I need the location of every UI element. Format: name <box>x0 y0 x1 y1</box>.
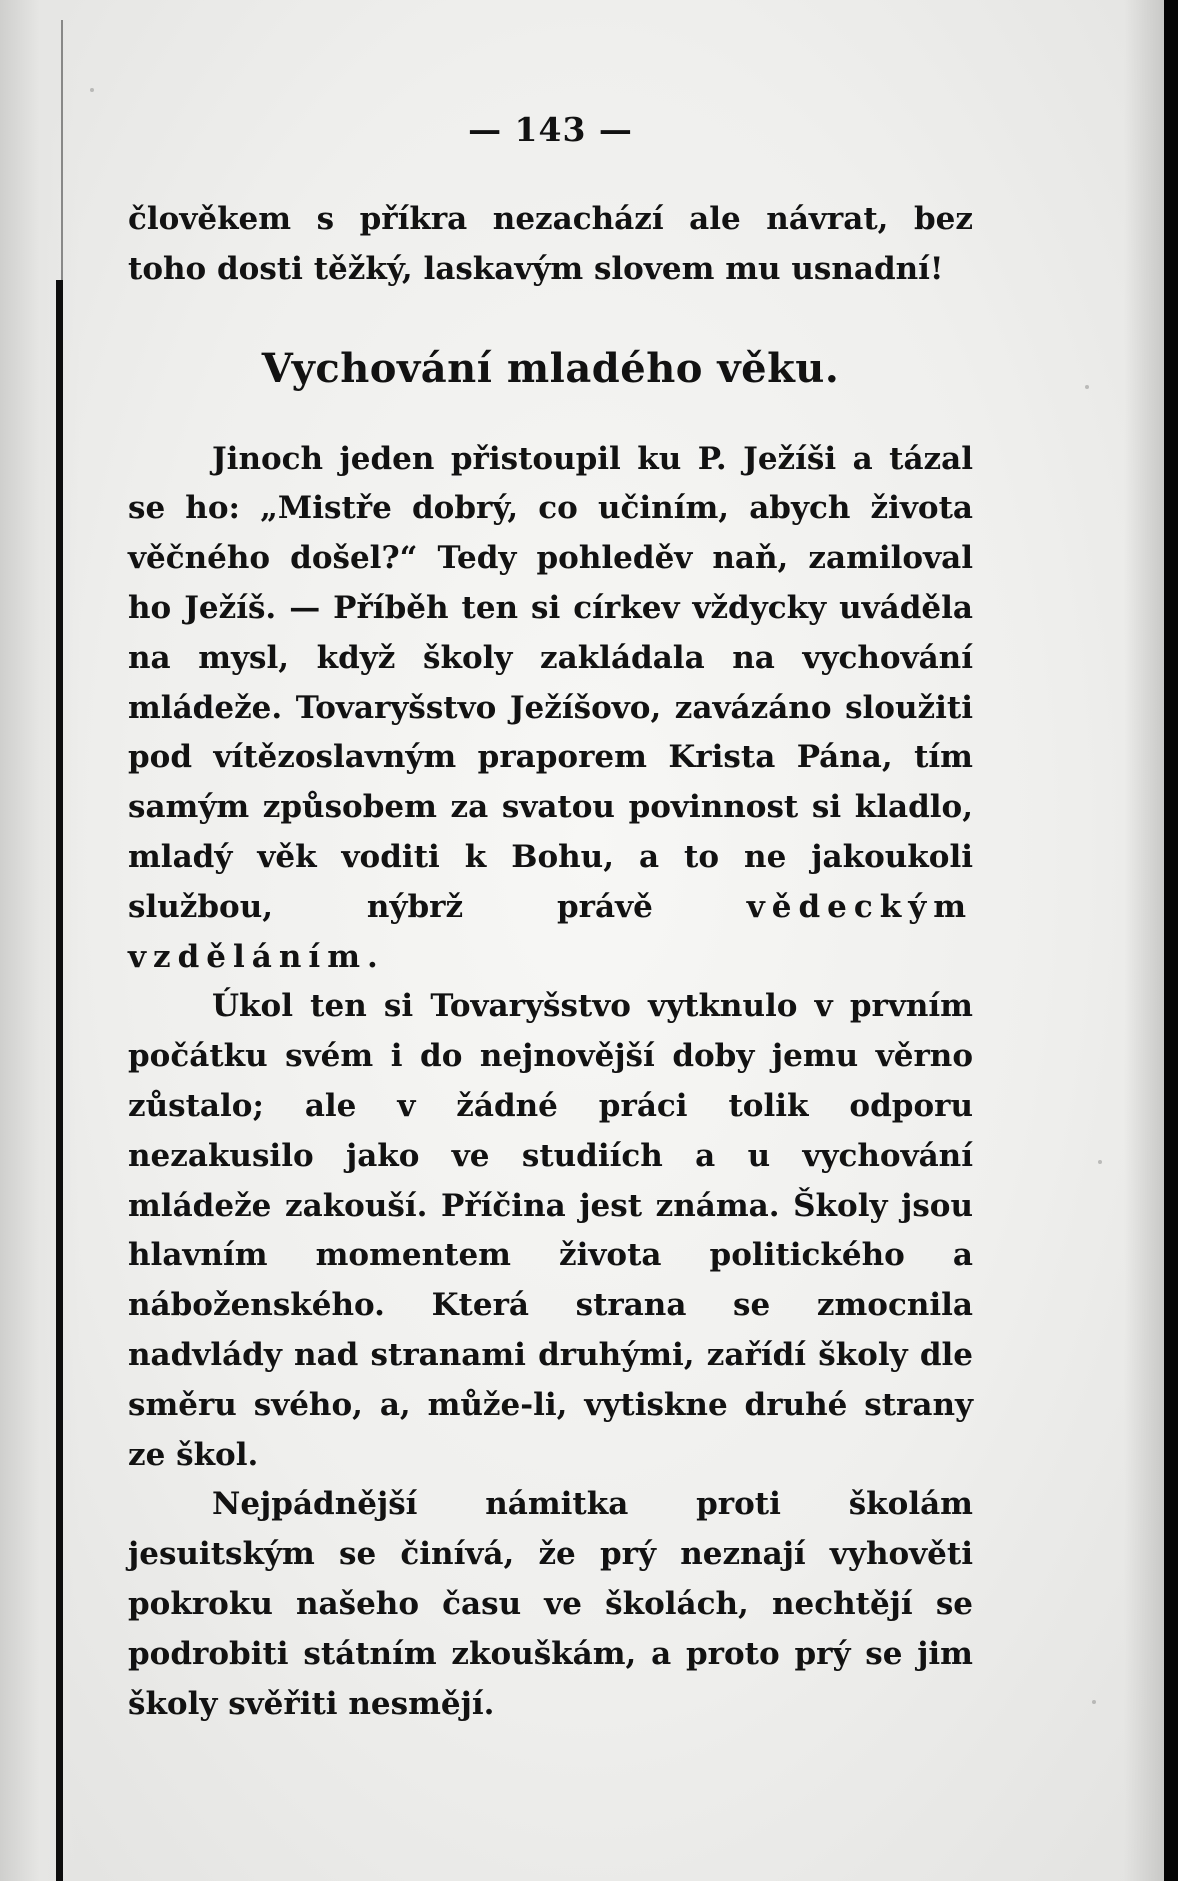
emphasized-phrase: vědeckým vzděláním <box>128 888 974 975</box>
scan-speck <box>1092 1700 1096 1704</box>
scan-speck <box>1085 385 1089 389</box>
section-heading: Vychování mladého věku. <box>261 344 840 392</box>
paragraph-1-end: . <box>367 938 378 975</box>
paragraph-1-text: Jinoch jeden přistoupil ku P. Ježíši a tázal se ho: „Mistře dobrý, co učiním, abych života věčného došel?“ Tedy pohleděv naň, zamiloval ho Ježíš. — Příběh ten si církev vždycky uváděla na mysl, když školy zakládala na vychování mládeže. Tovaryšstvo Ježíšovo, zavázáno sloužiti pod vítězoslavným praporem Krista Pána, tím samým způsobem za svatou povinnost si kladlo, mladý věk voditi k Bohu, a to ne jakoukoli službou, nýbrž právě <box>128 440 973 925</box>
scan-speck <box>90 88 94 92</box>
binding-edge <box>56 280 63 1881</box>
binding-edge-upper <box>61 20 63 280</box>
page-edge <box>1164 0 1178 1881</box>
paragraph-1 <box>128 435 973 983</box>
continuation-text: člověkem s příkra nezachází ale návrat, bez toho dosti těžký, laskavým slovem mu usnadní! <box>128 201 973 287</box>
page-edge-shadow <box>1124 0 1164 1881</box>
page-number: — 143 — <box>468 110 633 149</box>
scan-speck <box>1098 1160 1102 1164</box>
paragraph-3: Nejpádnější námitka proti školám jesuitským se činívá, že prý neznají vyhověti pokroku našeho času ve školách, nechtějí se podrobiti státním zkouškám, a proto prý se jim školy svěřiti nesmějí. <box>128 1486 973 1722</box>
book-page <box>128 105 973 1729</box>
binding-shadow <box>0 0 80 1881</box>
paragraph-2: Úkol ten si Tovaryšstvo vytknulo v prvním počátku svém i do nejnovější doby jemu věrno zůstalo; ale v žádné práci tolik odporu nezakusilo jako ve studiích a u vychování mládeže zakouší. Příčina jest známa. Školy jsou hlavním momentem života politického a náboženského. Která strana se zmocnila nadvlády nad stranami druhými, zařídí školy dle směru svého, a, může-li, vytiskne druhé strany ze škol. <box>128 988 973 1473</box>
